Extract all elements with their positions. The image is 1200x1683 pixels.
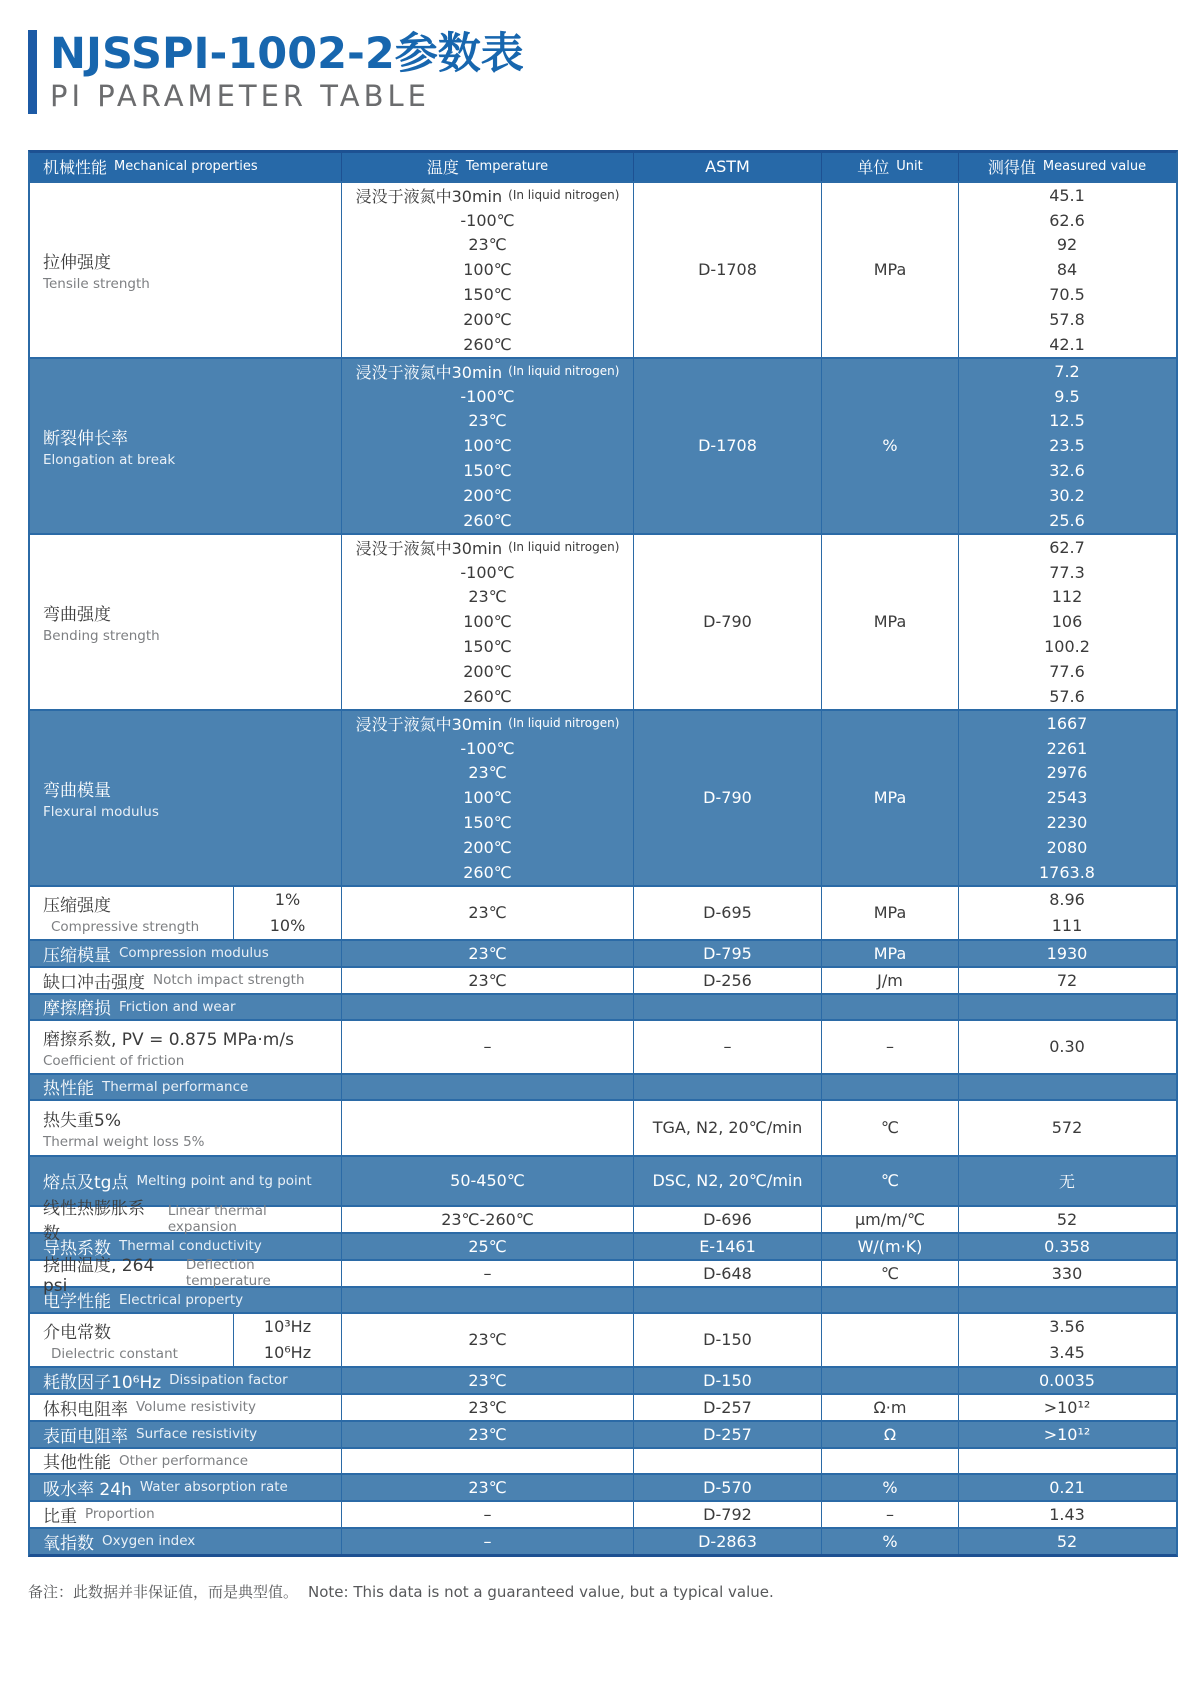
cell-astm: D-256: [634, 968, 822, 993]
value-line: 1763.8: [1039, 862, 1095, 882]
property-en: Compressive strength: [51, 918, 200, 935]
temp-line: 23℃: [468, 411, 507, 431]
temp-line: 浸没于液氮中30min (In liquid nitrogen): [355, 362, 620, 382]
header-property: [30, 153, 342, 181]
value-line: 32.6: [1049, 461, 1085, 481]
cell-astm: TGA, N2, 20℃/min: [634, 1101, 822, 1155]
temp-line: 23℃: [468, 763, 507, 783]
property-en: Dielectric constant: [51, 1345, 178, 1362]
property-zh: 压缩强度: [43, 895, 111, 916]
cell-unit: W/(m·K): [822, 1234, 959, 1259]
row-elongation-at-break: [30, 357, 1176, 533]
cell-property: [30, 1529, 342, 1554]
cell-temperature: 25℃: [342, 1234, 634, 1259]
row-linear-thermal-expansion: [30, 1199, 1176, 1245]
value-line: 30.2: [1049, 486, 1085, 505]
cell-property: [30, 968, 342, 993]
value-line: 8.96: [1049, 890, 1085, 910]
cell-astm: –: [634, 1021, 822, 1073]
cell-astm: D-695: [634, 887, 822, 939]
property-zh: 挠曲温度, 264 psi: [43, 1255, 155, 1296]
temp-line: 150℃: [463, 461, 512, 481]
value-line: 2080: [1046, 838, 1088, 857]
cell-value: [959, 1314, 1175, 1366]
value-line: 84: [1056, 260, 1078, 280]
cell-astm: D-648: [634, 1261, 822, 1286]
cell-property: [30, 1475, 342, 1500]
property-label: [30, 887, 234, 939]
cell-value: 52: [1056, 1531, 1078, 1551]
cell-unit: MPa: [822, 535, 959, 709]
property-zh: 氧指数: [43, 1533, 94, 1554]
temp-line: 150℃: [463, 285, 512, 305]
cell-property: [30, 1021, 342, 1073]
cell-value: 0.21: [1049, 1477, 1085, 1497]
header-astm: [634, 153, 822, 181]
header-value-zh: 测得值: [987, 158, 1036, 178]
value-line: 25.6: [1049, 510, 1085, 530]
cell-value: >10¹²: [1043, 1424, 1091, 1444]
cell-temperature: 23℃-260℃: [342, 1207, 634, 1232]
value-line: 77.3: [1049, 562, 1085, 582]
temp-line: 260℃: [463, 686, 512, 706]
value-line: 100.2: [1044, 637, 1090, 657]
header-value-en: Measured value: [1042, 159, 1147, 175]
footnote-zh: 备注：此数据并非保证值，而是典型值。: [28, 1582, 299, 1601]
row-dissipation-factor: [30, 1366, 1176, 1393]
cell-unit: ℃: [822, 1157, 959, 1205]
cell-astm: D-257: [634, 1422, 822, 1447]
cell-empty: [634, 995, 822, 1019]
cell-empty: [822, 1449, 959, 1473]
value-line: 112: [1051, 587, 1083, 607]
property-en: Coefficient of friction: [43, 1052, 185, 1069]
property-en: Water absorption rate: [139, 1479, 288, 1496]
cell-unit: ℃: [822, 1261, 959, 1286]
value-line: 3.45: [1049, 1343, 1085, 1363]
row-bending-strength: [30, 533, 1176, 709]
property-en: Thermal weight loss 5%: [43, 1133, 205, 1150]
cell-astm: D-150: [634, 1368, 822, 1393]
cell-temperature: 23℃: [342, 1395, 634, 1420]
cell-temperature: –: [342, 1021, 634, 1073]
row-oxygen-index: [30, 1527, 1176, 1554]
temp-line: -100℃: [460, 386, 515, 406]
cell-property: [30, 1199, 342, 1245]
cell-empty: [342, 1075, 634, 1099]
value-line: 62.6: [1049, 210, 1085, 230]
section-electrical-property: [30, 1286, 1176, 1312]
cell-temperature: 23℃: [342, 1314, 634, 1366]
property-zh: 耗散因子10⁶Hz: [43, 1372, 162, 1393]
section-thermal-performance: [30, 1073, 1176, 1099]
property-zh: 热失重5%: [43, 1110, 121, 1131]
property-zh: 拉伸强度: [43, 252, 111, 273]
cell-empty: [959, 1449, 1175, 1473]
cell-unit: %: [822, 1475, 959, 1500]
section-zh: 热性能: [43, 1079, 94, 1100]
value-line: 111: [1051, 916, 1083, 936]
property-en: Deflection temperature: [185, 1257, 271, 1290]
property-subconditions: 1% 10%: [269, 890, 306, 936]
cell-temperature: 23℃: [342, 1368, 634, 1393]
cell-unit: MPa: [822, 711, 959, 885]
temp-line: 200℃: [463, 662, 512, 681]
cell-unit: J/m: [822, 968, 959, 993]
value-line: 3.56: [1049, 1317, 1085, 1337]
property-zh: 吸水率 24h: [43, 1479, 132, 1500]
cell-value: 1930: [1046, 943, 1088, 963]
row-deflection-temperature: [30, 1255, 1176, 1296]
temp-line: -100℃: [460, 738, 515, 758]
temp-line: 浸没于液氮中30min (In liquid nitrogen): [355, 538, 620, 558]
cell-property: [30, 1422, 342, 1447]
header-temperature-en: Temperature: [465, 159, 549, 175]
cell-empty: [342, 995, 634, 1019]
temp-line: 200℃: [463, 486, 512, 505]
cell-temperature: 23℃: [342, 968, 634, 993]
pi-parameter-table-page: [0, 30, 1200, 1683]
cell-value: [959, 887, 1175, 939]
temp-line: 23℃: [468, 587, 507, 607]
property-zh: 磨擦系数, PV = 0.875 MPa·m/s: [43, 1029, 294, 1050]
cell-unit: MPa: [822, 887, 959, 939]
title-block: [28, 30, 1200, 114]
value-line: 92: [1056, 235, 1078, 255]
value-line: 2543: [1046, 788, 1088, 808]
property-zh: 体积电阻率: [43, 1399, 128, 1420]
property-en: Melting point and tg point: [136, 1172, 312, 1189]
cell-astm: DSC, N2, 20℃/min: [634, 1157, 822, 1205]
temp-line: 150℃: [463, 637, 512, 657]
cell-astm: D-790: [634, 711, 822, 885]
cell-astm: D-2863: [634, 1529, 822, 1554]
property-zh: 缺口冲击强度: [43, 972, 145, 993]
cell-value: [959, 711, 1175, 885]
page-title: NJSSPI-1002-2参数表: [50, 29, 524, 79]
property-zh: 熔点及tg点: [43, 1173, 129, 1194]
temp-line: 100℃: [463, 788, 512, 808]
parameter-table: [28, 150, 1178, 1557]
property-en: Compression modulus: [119, 945, 269, 962]
section-en: Friction and wear: [119, 998, 236, 1015]
cell-unit: MPa: [822, 941, 959, 966]
property-zh: 导热系数: [43, 1238, 111, 1259]
property-en: Flexural modulus: [43, 803, 159, 820]
cell-astm: D-792: [634, 1502, 822, 1527]
value-line: 1667: [1046, 713, 1088, 733]
cell-unit: Ω·m: [822, 1395, 959, 1420]
property-en: Surface resistivity: [136, 1426, 258, 1443]
value-line: 7.2: [1054, 361, 1080, 381]
value-line: 70.5: [1049, 285, 1085, 305]
cell-property: [30, 535, 342, 709]
row-compressive-strength: [30, 885, 1176, 939]
property-en: Tensile strength: [43, 275, 150, 292]
header-unit-zh: 单位: [857, 158, 890, 178]
section-zh: 电学性能: [43, 1292, 111, 1313]
cell-property: [30, 1395, 342, 1420]
temp-line: 100℃: [463, 436, 512, 456]
cell-astm: D-795: [634, 941, 822, 966]
property-zh: 比重: [43, 1506, 77, 1527]
cell-value: >10¹²: [1043, 1397, 1091, 1417]
property-en: Notch impact strength: [153, 972, 305, 989]
section-en: Other performance: [119, 1452, 249, 1469]
property-zh: 线性热膨胀系数: [43, 1199, 145, 1245]
cell-empty: [959, 1075, 1175, 1099]
temp-line: 260℃: [463, 334, 512, 354]
row-thermal-weight-loss: [30, 1099, 1176, 1155]
cell-property: [30, 887, 342, 939]
value-line: 2230: [1046, 813, 1088, 833]
cell-property: [30, 1101, 342, 1155]
header-temperature: [342, 153, 634, 181]
header-unit-en: Unit: [896, 159, 923, 175]
cell-astm: D-257: [634, 1395, 822, 1420]
temp-line: 100℃: [463, 612, 512, 632]
property-en: Thermal conductivity: [119, 1238, 262, 1255]
cell-temperature: –: [342, 1529, 634, 1554]
temp-line: 260℃: [463, 862, 512, 882]
cell-value: 1.43: [1049, 1504, 1085, 1524]
footnote-en: Note: This data is not a guaranteed value, but a typical value.: [308, 1582, 774, 1601]
temp-line: 浸没于液氮中30min (In liquid nitrogen): [355, 186, 620, 206]
property-zh: 弯曲模量: [43, 780, 111, 801]
property-label: [30, 1314, 234, 1366]
cell-temperature: [342, 711, 634, 885]
value-line: 42.1: [1049, 334, 1085, 354]
cell-unit: –: [822, 1502, 959, 1527]
row-surface-resistivity: [30, 1420, 1176, 1447]
value-line: 62.7: [1049, 537, 1085, 557]
cell-astm: E-1461: [634, 1234, 822, 1259]
cell-property: [30, 359, 342, 533]
section-friction-and-wear: [30, 993, 1176, 1019]
property-zh: 表面电阻率: [43, 1426, 128, 1447]
property-en: Oxygen index: [102, 1533, 196, 1550]
cell-temperature: [342, 535, 634, 709]
footnote: [28, 1581, 1200, 1602]
cell-empty: [342, 1288, 634, 1312]
cell-astm: D-696: [634, 1207, 822, 1232]
value-line: 45.1: [1049, 185, 1085, 205]
property-zh: 压缩模量: [43, 945, 111, 966]
cell-temperature: [342, 1101, 634, 1155]
cell-unit: %: [822, 359, 959, 533]
cell-temperature: [342, 359, 634, 533]
value-line: 57.6: [1049, 686, 1085, 706]
cell-property: [30, 1255, 342, 1296]
cell-unit: [822, 1314, 959, 1366]
property-en: Dissipation factor: [169, 1372, 288, 1389]
cell-value: 0.0035: [1039, 1370, 1095, 1390]
cell-value: 0.30: [1049, 1037, 1085, 1057]
value-line: 2261: [1046, 738, 1088, 758]
property-en: Volume resistivity: [136, 1399, 256, 1416]
cell-temperature: 50-450℃: [342, 1157, 634, 1205]
temp-line: 200℃: [463, 310, 512, 329]
header-unit: [822, 153, 959, 181]
value-line: 23.5: [1049, 436, 1085, 456]
property-en: Elongation at break: [43, 451, 176, 468]
cell-unit: [822, 1368, 959, 1393]
section-en: Thermal performance: [102, 1078, 249, 1095]
row-thermal-conductivity: [30, 1232, 1176, 1259]
row-proportion: [30, 1500, 1176, 1527]
cell-property: [30, 941, 342, 966]
section-title: [30, 995, 342, 1019]
value-line: 9.5: [1054, 386, 1080, 406]
cell-empty: [822, 1075, 959, 1099]
cell-empty: [822, 995, 959, 1019]
temp-line: 200℃: [463, 838, 512, 857]
temp-line: -100℃: [460, 210, 515, 230]
cell-property: [30, 1502, 342, 1527]
property-zh: 断裂伸长率: [43, 428, 128, 449]
row-compression-modulus: [30, 939, 1176, 966]
row-melting-point: [30, 1155, 1176, 1205]
cell-empty: [959, 1288, 1175, 1312]
cell-property: [30, 183, 342, 357]
cell-empty: [634, 1075, 822, 1099]
temp-line: -100℃: [460, 562, 515, 582]
cell-empty: [959, 995, 1175, 1019]
property-zh: 弯曲强度: [43, 604, 111, 625]
property-zh: 介电常数: [43, 1322, 111, 1343]
value-line: 2976: [1046, 763, 1088, 783]
cell-astm: D-1708: [634, 359, 822, 533]
cell-unit: %: [822, 1529, 959, 1554]
cell-value: 572: [1051, 1118, 1083, 1138]
cell-temperature: 23℃: [342, 1475, 634, 1500]
header-temperature-zh: 温度: [426, 158, 459, 178]
cell-value: [959, 183, 1175, 357]
value-line: 106: [1051, 612, 1083, 632]
property-en: Proportion: [85, 1506, 155, 1523]
section-title: [30, 1449, 342, 1473]
page-subtitle: PI PARAMETER TABLE: [50, 79, 430, 114]
cell-astm: D-1708: [634, 183, 822, 357]
cell-value: 无: [1058, 1172, 1075, 1192]
row-water-absorption-rate: [30, 1473, 1176, 1500]
cell-property: [30, 711, 342, 885]
cell-unit: –: [822, 1021, 959, 1073]
row-tensile-strength: [30, 181, 1176, 357]
property-subconditions: 10³Hz 10⁶Hz: [263, 1317, 312, 1363]
temp-line: 23℃: [468, 235, 507, 255]
table-header-row: [30, 153, 1176, 181]
cell-property: [30, 1314, 342, 1366]
header-astm-label: ASTM: [705, 157, 750, 177]
cell-astm: D-150: [634, 1314, 822, 1366]
row-volume-resistivity: [30, 1393, 1176, 1420]
section-title: [30, 1075, 342, 1099]
row-coefficient-of-friction: [30, 1019, 1176, 1073]
property-en: Linear thermal expansion: [167, 1203, 267, 1236]
section-zh: 其他性能: [43, 1453, 111, 1474]
header-property-zh: 机械性能: [43, 158, 108, 178]
cell-empty: [822, 1288, 959, 1312]
cell-unit: MPa: [822, 183, 959, 357]
temp-line: 浸没于液氮中30min (In liquid nitrogen): [355, 714, 620, 734]
row-flexural-modulus: [30, 709, 1176, 885]
cell-temperature: 23℃: [342, 941, 634, 966]
cell-property: [30, 1368, 342, 1393]
cell-empty: [342, 1449, 634, 1473]
cell-value: [959, 535, 1175, 709]
temp-line: 260℃: [463, 510, 512, 530]
cell-value: 330: [1051, 1263, 1083, 1283]
section-title: [30, 1288, 342, 1312]
row-dielectric-constant: [30, 1312, 1176, 1366]
value-line: 77.6: [1049, 662, 1085, 681]
header-property-en: Mechanical properties: [114, 159, 258, 175]
cell-astm: D-570: [634, 1475, 822, 1500]
value-line: 12.5: [1049, 411, 1085, 431]
value-line: 57.8: [1049, 310, 1085, 329]
cell-value: 0.358: [1044, 1236, 1090, 1256]
section-other-performance: [30, 1447, 1176, 1473]
cell-temperature: –: [342, 1261, 634, 1286]
cell-temperature: 23℃: [342, 887, 634, 939]
cell-temperature: –: [342, 1502, 634, 1527]
cell-temperature: 23℃: [342, 1422, 634, 1447]
header-measured-value: [959, 153, 1175, 181]
cell-value: [959, 359, 1175, 533]
section-en: Electrical property: [119, 1291, 244, 1308]
cell-unit: ℃: [822, 1101, 959, 1155]
cell-unit: Ω: [822, 1422, 959, 1447]
cell-value: 72: [1056, 970, 1078, 990]
cell-unit: μm/m/℃: [822, 1207, 959, 1232]
cell-value: 52: [1056, 1209, 1078, 1229]
cell-temperature: [342, 183, 634, 357]
property-en: Bending strength: [43, 627, 160, 644]
temp-line: 150℃: [463, 813, 512, 833]
cell-empty: [634, 1288, 822, 1312]
row-notch-impact-strength: [30, 966, 1176, 993]
section-zh: 摩擦磨损: [43, 999, 111, 1020]
temp-line: 100℃: [463, 260, 512, 280]
cell-astm: D-790: [634, 535, 822, 709]
cell-empty: [634, 1449, 822, 1473]
